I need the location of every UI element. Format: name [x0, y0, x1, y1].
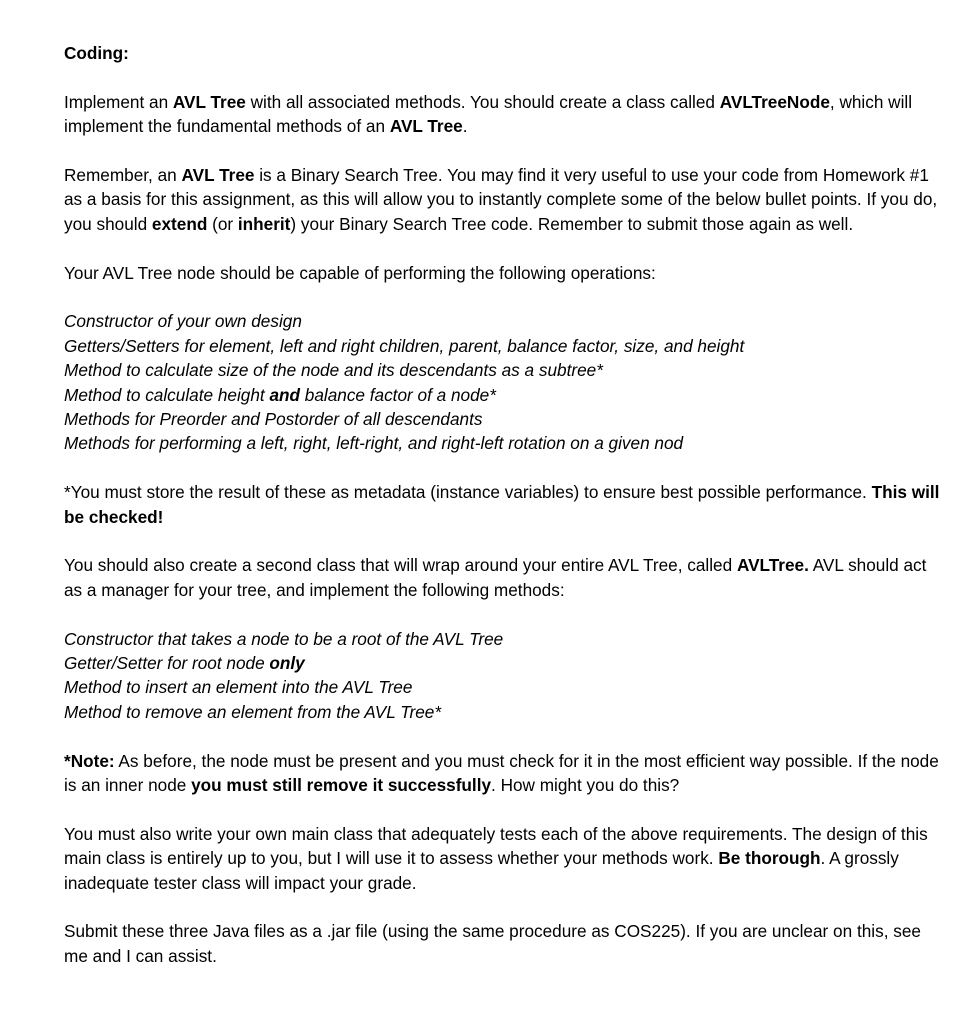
node-requirements-list: [64, 309, 944, 455]
bold-run: you must still remove it successfully: [191, 775, 492, 796]
text-run: .: [462, 116, 468, 137]
paragraph-main-class: [64, 822, 944, 895]
paragraph-remember: [64, 163, 944, 236]
bold-run: AVL Tree: [172, 91, 246, 112]
bold-run: extend: [151, 213, 208, 234]
list-item: Methods for performing a left, right, left-right, and right-left rotation on a given nod: [64, 433, 684, 454]
paragraph-avltree-class: [64, 553, 944, 602]
bold-run: and: [269, 384, 300, 405]
list-item: Methods for Preorder and Postorder of all descendants: [64, 409, 483, 430]
text-run: Method to calculate height: [64, 384, 270, 405]
text-run: *You must store the result of these as metadata (instance variables) to ensure best possible performance.: [64, 482, 872, 503]
bold-run: AVLTree.: [736, 555, 809, 576]
list-item: Constructor of your own design: [64, 311, 302, 332]
list-item: Constructor that takes a node to be a root of the AVL Tree: [64, 628, 504, 649]
bold-run: AVL Tree: [389, 116, 463, 137]
text-run: You must also write your own main class that adequately tests each of the above requirements. The design of this main class is entirely up to you, but I will use it to assess whether your methods work.: [64, 823, 928, 869]
paragraph-submission: Submit these three Java files as a .jar file (using the same procedure as COS225). If you are unclear on this, see me and I can assist.: [64, 921, 921, 966]
text-run: balance factor of a node*: [300, 384, 496, 405]
list-item: [64, 651, 944, 675]
text-run: , which will implement the fundamental methods of an: [64, 91, 913, 137]
bold-run: inherit: [237, 213, 291, 234]
paragraph-removal-note: [64, 749, 944, 798]
text-run: You should also create a second class that will wrap around your entire AVL Tree, called: [64, 555, 737, 576]
paragraph-node-operations: Your AVL Tree node should be capable of performing the following operations:: [64, 262, 656, 283]
document-page: [64, 41, 944, 993]
text-run: . How might you do this?: [491, 775, 680, 796]
list-item: [64, 383, 944, 407]
list-item: Method to insert an element into the AVL Tree: [64, 677, 413, 698]
text-run: Implement an: [64, 91, 173, 112]
text-run: AVL should act as a manager for your tree, and implement the following methods:: [64, 555, 927, 600]
text-run: Getter/Setter for root node: [64, 653, 270, 674]
bold-run: *Note:: [64, 750, 115, 771]
bold-run: AVLTreeNode: [719, 91, 830, 112]
text-run: is a Binary Search Tree. You may find it very useful to use your code from Homework #1 as a basis for this assignment, as this will allow you to instantly complete some of the below bullet points. If you do, you should: [64, 165, 938, 234]
bold-run: Be thorough: [718, 848, 821, 869]
bold-run: AVL Tree: [181, 165, 255, 185]
bold-run: only: [269, 653, 305, 674]
paragraph-metadata-note: [64, 480, 944, 529]
text-run: . A grossly inadequate tester class will impact your grade.: [64, 848, 899, 893]
paragraph-intro: [64, 90, 944, 139]
text-run: Remember, an: [64, 165, 182, 185]
text-run: ) your Binary Search Tree code. Remember to submit those again as well.: [290, 213, 854, 234]
bold-run: This will be checked!: [64, 482, 940, 527]
text-run: As before, the node must be present and you must check for it in the most efficient way possible. If the node is an inner node: [64, 750, 939, 796]
list-item: Method to calculate size of the node and its descendants as a subtree*: [64, 360, 603, 381]
tree-requirements-list: [64, 627, 944, 725]
list-item: Method to remove an element from the AVL Tree*: [64, 701, 442, 722]
text-run: with all associated methods. You should create a class called: [245, 91, 720, 112]
text-run: (or: [207, 213, 238, 234]
section-heading: Coding:: [64, 43, 129, 63]
list-item: Getters/Setters for element, left and right children, parent, balance factor, size, and height: [64, 335, 745, 356]
